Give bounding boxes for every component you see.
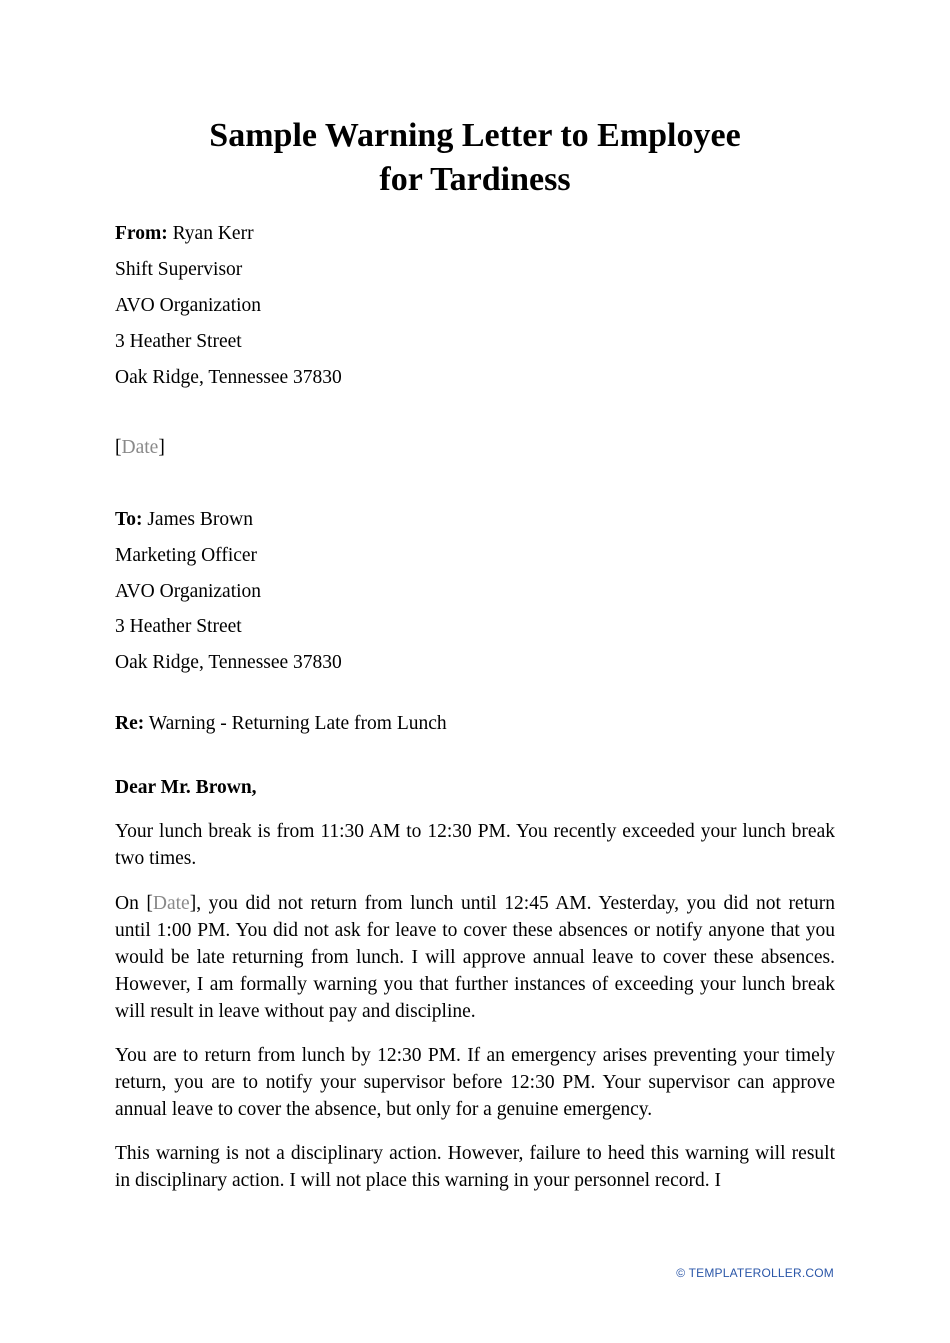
document-title [0, 114, 950, 202]
to-organization: AVO Organization [115, 581, 262, 602]
date-open-bracket: [ [115, 437, 122, 458]
date-line [115, 436, 165, 460]
to-street: 3 Heather Street [115, 616, 242, 637]
body-paragraph-2 [115, 890, 835, 1025]
title-line-2: for Tardiness [379, 161, 571, 198]
footer-site-link[interactable]: TEMPLATEROLLER.COM [688, 1266, 834, 1280]
salutation: Dear Mr. Brown, [115, 777, 257, 798]
paragraph-2-rest: ], you did not return from lunch until 12:45 AM. Yesterday, you did not return until 1:00 PM. You did not ask for leave to cover these absences or notify anyone that you would be late returning from lunch. I will approve annual leave to cover these absences. However, I am formally warning you that further instances of exceeding your lunch break will result in leave without pay and discipline. [115, 893, 835, 1022]
body-paragraph-3: You are to return from lunch by 12:30 PM. If an emergency arises preventing your timely return, you are to notify your supervisor before 12:30 PM. Your supervisor can approve annual leave to cover the absence, but only for a genuine emergency. [115, 1045, 835, 1120]
footer-credit[interactable] [676, 1266, 834, 1280]
date-close-bracket: ] [158, 437, 165, 458]
to-position: Marketing Officer [115, 545, 258, 566]
re-line [115, 712, 447, 736]
re-subject: Warning - Returning Late from Lunch [148, 713, 447, 734]
from-line [115, 222, 254, 246]
body-paragraph-1: Your lunch break is from 11:30 AM to 12:30 PM. You recently exceeded your lunch break two times. [115, 821, 835, 869]
from-name: Ryan Kerr [172, 223, 254, 244]
re-label: Re: [115, 713, 145, 734]
copyright-symbol: © [676, 1266, 686, 1280]
to-name: James Brown [147, 509, 253, 530]
from-organization: AVO Organization [115, 295, 262, 316]
to-city: Oak Ridge, Tennessee 37830 [115, 652, 342, 673]
date-placeholder: Date [121, 437, 159, 458]
paragraph-2-start: On [ [115, 893, 153, 914]
title-line-1: Sample Warning Letter to Employee [209, 117, 741, 154]
to-label: To: [115, 509, 143, 530]
from-position: Shift Supervisor [115, 259, 243, 280]
from-label: From: [115, 223, 168, 244]
body-paragraph-4: This warning is not a disciplinary action. However, failure to heed this warning will result in disciplinary action. I will not place this warning in your personnel record. I [115, 1143, 835, 1191]
from-city: Oak Ridge, Tennessee 37830 [115, 367, 342, 388]
paragraph-2-date-placeholder: Date [152, 893, 190, 914]
from-street: 3 Heather Street [115, 331, 242, 352]
to-line [115, 508, 253, 532]
